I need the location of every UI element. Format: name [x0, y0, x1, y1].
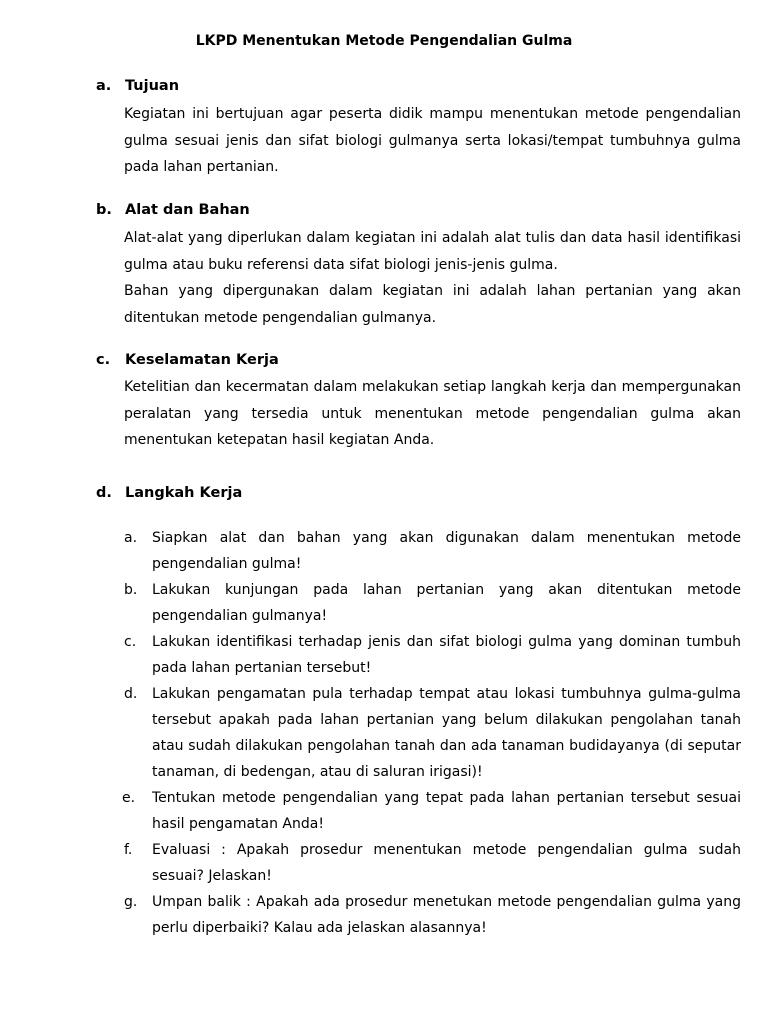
section-title: Tujuan: [125, 78, 180, 94]
step-marker: b.: [124, 582, 138, 598]
section-heading-alat-bahan: [96, 202, 250, 218]
section-body-alat-bahan: [124, 225, 741, 331]
step-marker: e.: [122, 790, 136, 806]
list-item: [124, 889, 741, 941]
step-text: Siapkan alat dan bahan yang akan digunakan dalam menentukan metode pengendalian gulma!: [152, 530, 741, 572]
step-list: [124, 525, 741, 941]
step-text: Evaluasi : Apakah prosedur menentukan metode pengendalian gulma sudah sesuai? Jelaskan!: [152, 842, 741, 884]
section-title: Alat dan Bahan: [125, 202, 250, 218]
section-letter: d.: [96, 485, 112, 501]
paragraph: Kegiatan ini bertujuan agar peserta didik mampu menentukan metode pengendalian gulma sesuai jenis dan sifat biologi gulmanya serta lokasi/tempat tumbuhnya gulma pada lahan pertanian.: [124, 106, 741, 175]
section-letter: c.: [96, 352, 111, 368]
step-marker: c.: [124, 634, 137, 650]
list-item: [124, 525, 741, 577]
paragraph: Bahan yang dipergunakan dalam kegiatan ini adalah lahan pertanian yang akan ditentukan metode pengendalian gulmanya.: [124, 283, 741, 326]
document-title: LKPD Menentukan Metode Pengendalian Gulma: [195, 33, 573, 49]
list-item: [124, 785, 741, 837]
list-item: [124, 629, 741, 681]
step-marker: g.: [124, 894, 138, 910]
step-text: Lakukan identifikasi terhadap jenis dan sifat biologi gulma yang dominan tumbuh pada lahan pertanian tersebut!: [152, 634, 741, 676]
list-item: [124, 681, 741, 785]
section-body-tujuan: [124, 101, 741, 181]
step-text: Tentukan metode pengendalian yang tepat pada lahan pertanian tersebut sesuai hasil pengamatan Anda!: [152, 790, 741, 832]
section-heading-langkah-kerja: [96, 485, 242, 501]
step-marker: a.: [124, 530, 138, 546]
list-item: [124, 577, 741, 629]
section-title: Keselamatan Kerja: [125, 352, 279, 368]
step-text: Umpan balik : Apakah ada prosedur menetukan metode pengendalian gulma yang perlu diperbaiki? Kalau ada jelaskan alasannya!: [152, 894, 741, 936]
step-marker: f.: [124, 842, 133, 858]
section-heading-keselamatan-kerja: [96, 352, 279, 368]
step-text: Lakukan pengamatan pula terhadap tempat atau lokasi tumbuhnya gulma-gulma tersebut apakah pada lahan pertanian yang belum dilakukan pengolahan tanah atau sudah dilakukan pengolahan tanah dan ada tanaman budidayanya (di seputar tanaman, di bedengan, atau di saluran irigasi)!: [152, 686, 741, 780]
section-heading-tujuan: [96, 78, 179, 94]
paragraph: Alat-alat yang diperlukan dalam kegiatan ini adalah alat tulis dan data hasil identifikasi gulma atau buku referensi data sifat biologi jenis-jenis gulma.: [124, 230, 741, 273]
list-item: [124, 837, 741, 889]
section-letter: b.: [96, 202, 112, 218]
section-title: Langkah Kerja: [125, 485, 243, 501]
paragraph: Ketelitian dan kecermatan dalam melakukan setiap langkah kerja dan mempergunakan peralatan yang tersedia untuk menentukan metode pengendalian gulma akan menentukan ketepatan hasil kegiatan Anda.: [124, 379, 741, 448]
section-letter: a.: [96, 78, 112, 94]
section-body-keselamatan-kerja: [124, 374, 741, 454]
step-marker: d.: [124, 686, 138, 702]
step-text: Lakukan kunjungan pada lahan pertanian yang akan ditentukan metode pengendalian gulmanya!: [152, 582, 741, 624]
